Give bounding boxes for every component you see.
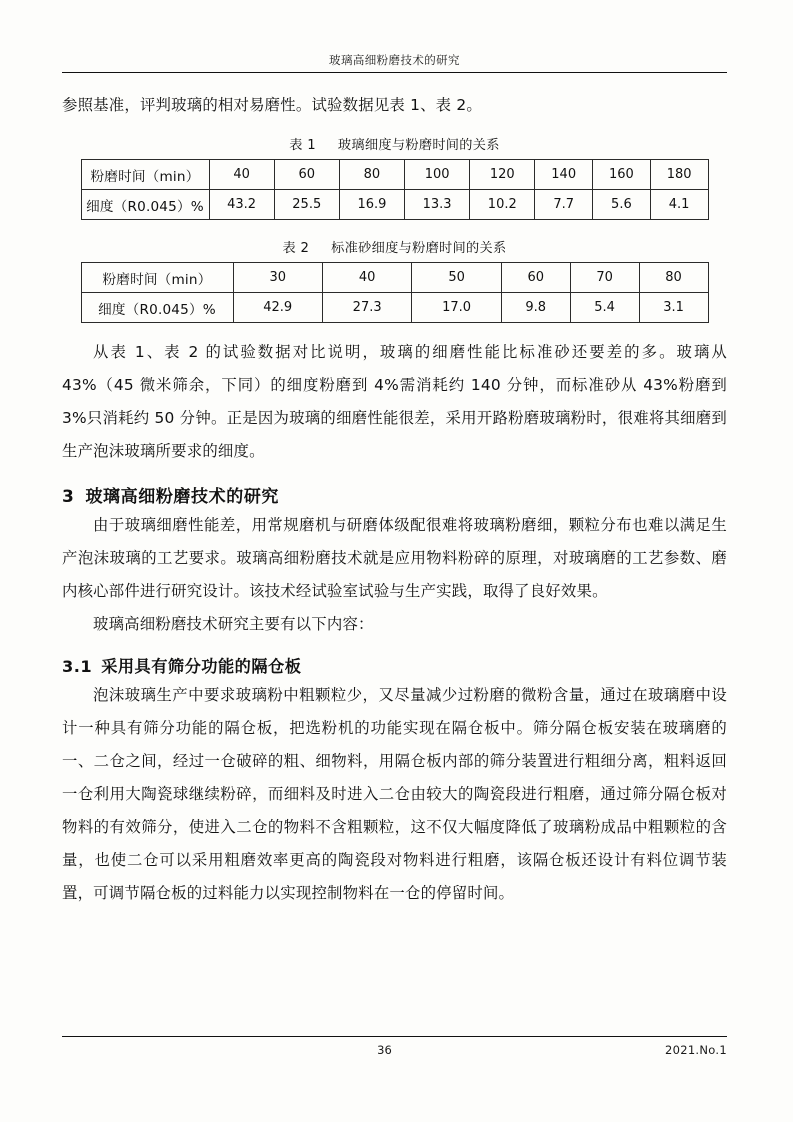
table2-row1-head: 细度（R0.045）% bbox=[81, 293, 233, 323]
table2-row0-cell4: 70 bbox=[570, 263, 639, 293]
table1-row0-cell5: 140 bbox=[535, 160, 593, 190]
section-3-1-title: 采用具有筛分功能的隔仓板 bbox=[101, 657, 302, 676]
table1-row0-cell0: 40 bbox=[209, 160, 274, 190]
section-3-1-number: 3.1 bbox=[62, 657, 93, 676]
paragraph-section3-body: 由于玻璃细磨性能差，用常规磨机与研磨体级配很难将玻璃粉磨细，颗粒分布也难以满足生产泡沫玻璃的工艺要求。玻璃高细粉磨技术就是应用物料粉碎的原理，对玻璃磨的工艺参数、磨内核心部件进行研究设计。该技术经试验室试验与生产实践，取得了良好效果。 bbox=[62, 516, 727, 600]
table2-caption-text: 标准砂细度与粉磨时间的关系 bbox=[331, 241, 507, 256]
section-heading-3 bbox=[62, 482, 727, 507]
table2-row1-cell1: 27.3 bbox=[322, 293, 411, 323]
table2-caption-number: 表 2 bbox=[282, 241, 310, 256]
table1-row0-cell7: 180 bbox=[650, 160, 708, 190]
paragraph-intro: 参照基准，评判玻璃的相对易磨性。试验数据见表 1、表 2。 bbox=[62, 96, 482, 114]
table2-row1-cell5: 3.1 bbox=[639, 293, 708, 323]
table1-row0-head: 粉磨时间（min） bbox=[81, 160, 209, 190]
table-glass-fineness bbox=[81, 159, 709, 220]
table1-caption-text: 玻璃细度与粉磨时间的关系 bbox=[337, 138, 500, 153]
table2-row0-cell5: 80 bbox=[639, 263, 708, 293]
table1-caption-number: 表 1 bbox=[289, 138, 316, 153]
table1-row1-cell5: 7.7 bbox=[535, 190, 593, 220]
table1-row1-head: 细度（R0.045）% bbox=[81, 190, 209, 220]
section-3-title: 玻璃高细粉磨技术的研究 bbox=[85, 487, 280, 507]
table1-row1-cell1: 25.5 bbox=[274, 190, 339, 220]
section-3-number: 3 bbox=[62, 487, 75, 507]
table2-row0-cell1: 40 bbox=[322, 263, 411, 293]
table1-row1-cell0: 43.2 bbox=[209, 190, 274, 220]
section-heading-3-1 bbox=[62, 653, 727, 677]
table1-row1-cell3: 13.3 bbox=[405, 190, 470, 220]
table2-row1-cell0: 42.9 bbox=[233, 293, 322, 323]
paragraph-comparison: 从表 1、表 2 的试验数据对比说明，玻璃的细磨性能比标准砂还要差的多。玻璃从 43%（45 微米筛余，下同）的细度粉磨到 4%需消耗约 140 分钟，而标准砂从 43%粉磨到 3%只消耗约 50 分钟。正是因为玻璃的细磨性能很差，采用开路粉磨玻璃粉时，很难将其细磨到生产泡沫玻璃所要求的细度。 bbox=[62, 343, 727, 460]
paragraph-section3-list-intro: 玻璃高细粉磨技术研究主要有以下内容： bbox=[93, 615, 374, 633]
footer-row bbox=[62, 1043, 727, 1057]
table-row bbox=[81, 190, 708, 220]
table2-row1-cell2: 17.0 bbox=[412, 293, 501, 323]
table2-row0-cell2: 50 bbox=[412, 263, 501, 293]
footer-rule bbox=[62, 1036, 727, 1037]
table1-row1-cell2: 16.9 bbox=[339, 190, 404, 220]
table1-row1-cell7: 4.1 bbox=[650, 190, 708, 220]
page-footer bbox=[62, 1036, 727, 1057]
table-row bbox=[81, 293, 708, 323]
page-content bbox=[62, 52, 727, 910]
table1-row1-cell4: 10.2 bbox=[470, 190, 535, 220]
table1-row0-cell2: 80 bbox=[339, 160, 404, 190]
table2-row1-cell4: 5.4 bbox=[570, 293, 639, 323]
page-number: 36 bbox=[377, 1043, 392, 1057]
table1-row0-cell4: 120 bbox=[470, 160, 535, 190]
table2-row1-cell3: 9.8 bbox=[501, 293, 570, 323]
table1-caption bbox=[62, 134, 727, 153]
table-row bbox=[81, 160, 708, 190]
table1-row0-cell6: 160 bbox=[593, 160, 651, 190]
table-standard-sand-fineness bbox=[81, 262, 709, 323]
table2-row0-cell0: 30 bbox=[233, 263, 322, 293]
table1-row1-cell6: 5.6 bbox=[593, 190, 651, 220]
table-row bbox=[81, 263, 708, 293]
table1-row0-cell3: 100 bbox=[405, 160, 470, 190]
table1-row0-cell1: 60 bbox=[274, 160, 339, 190]
table2-row0-cell3: 60 bbox=[501, 263, 570, 293]
header-rule bbox=[62, 72, 727, 73]
table2-caption bbox=[62, 237, 727, 256]
issue-label: 2021.No.1 bbox=[664, 1043, 727, 1057]
running-head: 玻璃高细粉磨技术的研究 bbox=[329, 53, 460, 67]
table2-row0-head: 粉磨时间（min） bbox=[81, 263, 233, 293]
paragraph-section3-1-body: 泡沫玻璃生产中要求玻璃粉中粗颗粒少，又尽量减少过粉磨的微粉含量，通过在玻璃磨中设计一种具有筛分功能的隔仓板，把选粉机的功能实现在隔仓板中。筛分隔仓板安装在玻璃磨的一、二仓之间，经过一仓破碎的粗、细物料，用隔仓板内部的筛分装置进行粗细分离，粗料返回一仓利用大陶瓷球继续粉碎，而细料及时进入二仓由较大的陶瓷段进行粗磨，通过筛分隔仓板对物料的有效筛分，使进入二仓的物料不含粗颗粒，这不仅大幅度降低了玻璃粉成品中粗颗粒的含量，也使二仓可以采用粗磨效率更高的陶瓷段对物料进行粗磨，该隔仓板还设计有料位调节装置，可调节隔仓板的过料能力以实现控制物料在一仓的停留时间。 bbox=[62, 686, 727, 902]
